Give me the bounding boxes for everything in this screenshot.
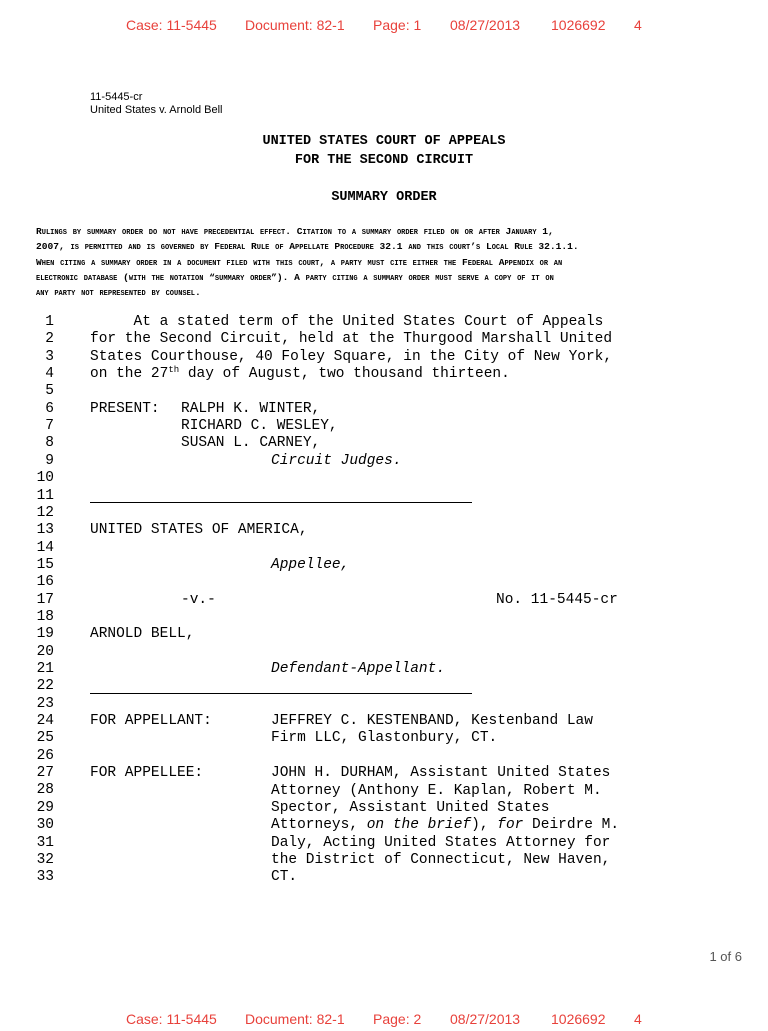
line-number: 24: [36, 713, 54, 730]
line-number: 32: [36, 851, 54, 868]
header-case: Case: 11-5445: [126, 1011, 217, 1027]
line-number: 3: [45, 348, 54, 365]
line-number: 21: [36, 661, 54, 677]
line-number: 15: [36, 556, 54, 573]
header-document: Document: 82-1: [245, 17, 345, 33]
line-number: 22: [36, 678, 54, 695]
caption-rule-top: [90, 502, 472, 503]
appellee-counsel: Spector, Assistant United States: [271, 799, 550, 816]
line-number: 29: [36, 799, 54, 816]
appellee-role: Appellee,: [271, 556, 350, 573]
page-indicator: 1 of 6: [709, 949, 742, 964]
court-name-line1: UNITED STATES COURT OF APPEALS: [262, 134, 506, 149]
appellee-counsel: JOHN H. DURHAM, Assistant United States: [271, 765, 611, 782]
caption-rule-bottom: [90, 693, 472, 694]
header-date: 08/27/2013: [450, 17, 521, 33]
line-number: 33: [36, 869, 54, 886]
body-line: for the Second Circuit, held at the Thurgood Marshall United: [90, 331, 613, 348]
line-number: 7: [45, 418, 54, 435]
line-number: 17: [36, 591, 54, 608]
party-appellee: UNITED STATES OF AMERICA,: [90, 522, 308, 539]
versus: -v.-: [181, 591, 216, 608]
appellee-counsel: Attorneys, on the brief), for Deirdre M.: [271, 817, 620, 834]
body-line: At a stated term of the United States Court of Appeals: [90, 314, 604, 330]
line-number: 1: [45, 314, 54, 330]
line-number: 2: [45, 331, 54, 348]
judge-name: RALPH K. WINTER,: [181, 400, 321, 417]
appellee-counsel: Daly, Acting United States Attorney for: [271, 834, 611, 851]
notice-line: any party not represented by counsel.: [36, 287, 201, 299]
line-number: 12: [36, 504, 54, 521]
ecf-header-next-page: [0, 1011, 768, 1031]
line-number: 25: [36, 730, 54, 747]
line-number: 27: [36, 765, 54, 782]
header-date: 08/27/2013: [450, 1011, 521, 1027]
header-case: Case: 11-5445: [126, 17, 217, 33]
header-docket-id: 1026692: [551, 1011, 606, 1027]
line-number: 18: [36, 608, 54, 625]
header-count: 4: [634, 17, 642, 33]
line-number: 14: [36, 539, 54, 556]
header-page: Page: 1: [373, 17, 422, 33]
line-number: 28: [36, 782, 54, 799]
header-page: Page: 2: [373, 1011, 422, 1027]
line-number: 11: [36, 487, 54, 504]
line-number: 19: [36, 626, 54, 643]
body-line: States Courthouse, 40 Foley Square, in the City of New York,: [90, 348, 613, 365]
notice-line: Rulings by summary order do not have precedential effect. Citation to a summary order filed on or after January 1,: [36, 226, 554, 237]
line-number: 23: [36, 695, 54, 712]
line-number: 31: [36, 834, 54, 851]
caption-docket: 11-5445-cr: [90, 91, 143, 103]
ordinal-suffix: th: [168, 365, 180, 376]
for-appellant-label: FOR APPELLANT:: [90, 713, 212, 730]
header-count: 4: [634, 1011, 642, 1027]
appellant-counsel: Firm LLC, Glastonbury, CT.: [271, 730, 498, 747]
header-docket-id: 1026692: [551, 17, 606, 33]
header-document: Document: 82-1: [245, 1011, 345, 1027]
appellant-counsel: JEFFREY C. KESTENBAND, Kestenband Law: [271, 713, 593, 730]
present-label: PRESENT:: [90, 400, 160, 417]
notice-line: 2007, is permitted and is governed by Federal Rule of Appellate Procedure 32.1 and this court’s Local Rule 32.1.1.: [36, 241, 579, 253]
line-number: 16: [36, 574, 54, 591]
line-number: 13: [36, 522, 54, 539]
judge-name: SUSAN L. CARNEY,: [181, 435, 321, 452]
line-number: 8: [45, 435, 54, 452]
appellee-counsel: the District of Connecticut, New Haven,: [271, 851, 611, 868]
appellant-role: Defendant-Appellant.: [271, 661, 446, 678]
line-number: 26: [36, 747, 54, 764]
judges-title: Circuit Judges.: [271, 452, 402, 469]
judge-name: RICHARD C. WESLEY,: [181, 418, 338, 435]
line-number: 4: [45, 366, 54, 383]
notice-line: When citing a summary order in a document filed with this court, a party must cite either the Federal Appendix or an: [36, 256, 563, 268]
order-title: SUMMARY ORDER: [331, 190, 437, 205]
appellee-counsel: Attorney (Anthony E. Kaplan, Robert M.: [271, 782, 602, 799]
caption-title: United States v. Arnold Bell: [90, 104, 223, 116]
line-number: 10: [36, 470, 54, 487]
line-number: 20: [36, 643, 54, 660]
line-number: 5: [45, 383, 54, 400]
party-appellant: ARNOLD BELL,: [90, 626, 195, 643]
case-number: No. 11-5445-cr: [496, 591, 618, 608]
body-line: on the 27th day of August, two thousand thirteen.: [90, 365, 510, 383]
line-number: 9: [45, 452, 54, 469]
line-number: 30: [36, 817, 54, 834]
appellee-counsel: CT.: [271, 869, 298, 886]
for-appellee-label: FOR APPELLEE:: [90, 765, 204, 782]
notice-line: electronic database (with the notation “summary order”). A party citing a summary order must serve a copy of it on: [36, 271, 554, 283]
court-name-line2: FOR THE SECOND CIRCUIT: [294, 153, 474, 168]
line-number: 6: [45, 400, 54, 417]
precedential-notice: [36, 224, 733, 300]
ecf-header-top: [0, 17, 768, 37]
